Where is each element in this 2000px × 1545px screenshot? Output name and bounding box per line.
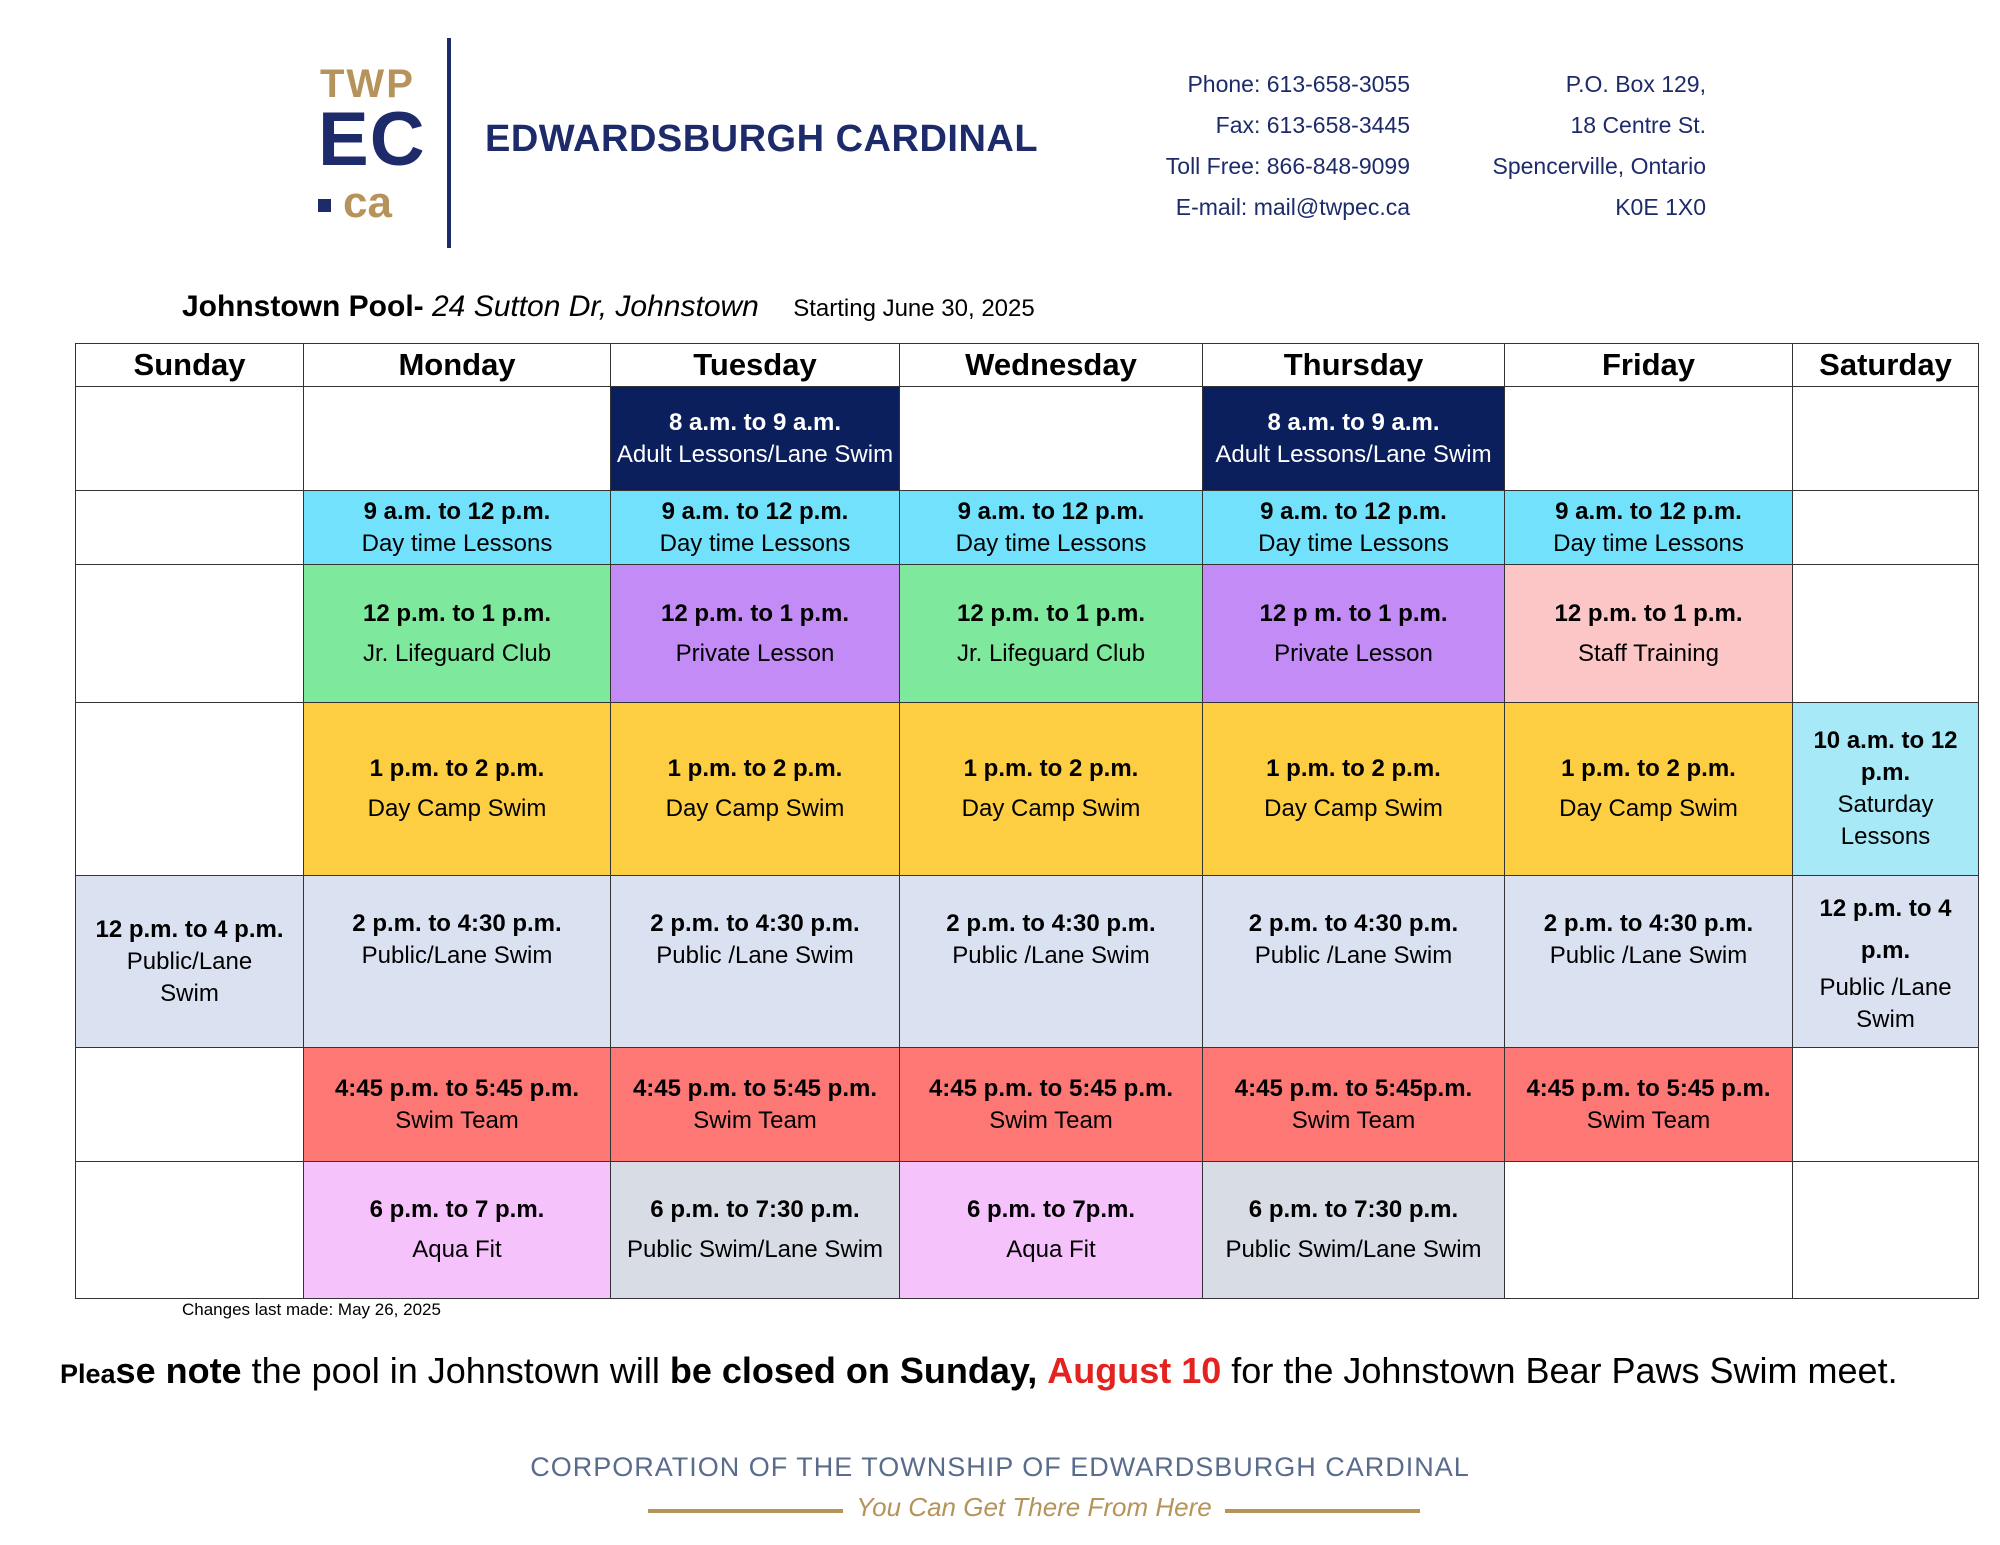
slot-time: 6 p.m. to 7:30 p.m. [650,1196,860,1223]
slot-time: 2 p.m. to 4:30 p.m. [1248,910,1459,937]
schedule-row [76,1162,1979,1299]
schedule-slot [1505,703,1793,876]
empty-slot [76,1048,304,1162]
slot-activity: Day time Lessons [659,529,851,557]
empty-slot [76,565,304,703]
schedule-slot [1203,1162,1505,1299]
slot-activity: Day time Lessons [1258,529,1449,557]
contact-block [1166,64,1410,228]
address-line: K0E 1X0 [1615,194,1706,220]
brand-name: EDWARDSBURGH CARDINAL [485,118,1039,160]
schedule-slot [900,1162,1203,1299]
schedule-slot [76,876,304,1048]
schedule-slot [1505,876,1793,1048]
contact-email[interactable]: E-mail: mail@twpec.ca [1175,194,1410,220]
schedule-slot [1793,876,1979,1048]
address-line: Spencerville, Ontario [1492,153,1706,179]
empty-slot [76,703,304,876]
slot-activity: Public /Lane Swim [656,942,854,969]
slot-time: 6 p.m. to 7 p.m. [369,1196,545,1223]
slot-time: 1 p.m. to 2 p.m. [1561,755,1736,782]
schedule-slot [1203,703,1505,876]
slot-time: 1 p.m. to 2 p.m. [369,755,545,782]
day-header: Monday [304,344,611,387]
schedule-slot [900,703,1203,876]
empty-slot [1793,1048,1979,1162]
slot-activity: Public /Lane Swim [1254,942,1453,969]
schedule-slot [304,876,611,1048]
slot-time: 2 p.m. to 4:30 p.m. [352,910,562,937]
slot-activity: Public/Lane Swim [361,942,553,969]
empty-slot [1793,387,1979,491]
slot-activity: Day time Lessons [361,529,553,557]
slot-time: 2 p.m. to 4:30 p.m. [946,910,1156,937]
schedule-slot [1203,387,1505,491]
slot-activity: Day Camp Swim [961,795,1141,822]
schedule-slot [304,703,611,876]
closure-notice: Please note the pool in Johnstown will be closed on Sunday, August 10 for the Johnstown Bear Paws Swim meet. [60,1350,1898,1391]
slot-activity: Swim Team [1291,1106,1416,1134]
slot-time: 4:45 p.m. to 5:45 p.m. [928,1074,1174,1102]
schedule-slot [1203,1048,1505,1162]
day-header: Friday [1505,344,1793,387]
schedule-slot [900,491,1203,565]
schedule-slot [611,1048,900,1162]
slot-time: 12 p.m. to 1 p.m. [1554,599,1743,627]
slot-activity: Jr. Lifeguard Club [956,639,1146,667]
schedule-slot [1505,491,1793,565]
slot-activity: Public /Lane Swim [1819,973,1952,1033]
footer-corporation: CORPORATION OF THE TOWNSHIP OF EDWARDSBURGH CARDINAL [530,1452,1470,1482]
slot-activity: Public Swim/Lane Swim [626,1236,884,1263]
slot-activity: Day Camp Swim [367,795,547,822]
slot-time: 12 p.m. to 4 p.m. [95,915,284,943]
slot-time: 12 p m. to 1 p.m. [1259,599,1448,627]
empty-slot [1793,565,1979,703]
slot-activity: Private Lesson [675,639,835,667]
contact-fax: Fax: 613-658-3445 [1215,112,1410,138]
tagline-rule [1225,1509,1420,1513]
slot-time: 9 a.m. to 12 p.m. [957,497,1145,525]
schedule-slot [900,565,1203,703]
day-header: Sunday [76,344,304,387]
day-header: Wednesday [900,344,1203,387]
pool-address: 24 Sutton Dr, Johnstown [431,290,759,323]
schedule-slot [611,703,900,876]
empty-slot [1505,387,1793,491]
slot-time: 4:45 p.m. to 5:45 p.m. [334,1074,580,1102]
schedule-row [76,387,1979,491]
slot-time: 8 a.m. to 9 a.m. [1267,408,1440,436]
schedule-row [76,491,1979,565]
slot-time: 2 p.m. to 4:30 p.m. [650,910,860,937]
slot-activity: Swim Team [693,1106,817,1134]
slot-time: 10 a.m. to 12 p.m. [1813,727,1958,786]
slot-time: 12 p.m. to 1 p.m. [660,599,850,627]
slot-activity: Aqua Fit [1006,1236,1096,1263]
start-date: Starting June 30, 2025 [793,295,1035,322]
schedule-slot [611,1162,900,1299]
slot-time: 9 a.m. to 12 p.m. [661,497,849,525]
day-header-row [76,344,1979,387]
address-line: P.O. Box 129, [1565,71,1706,97]
empty-slot [76,387,304,491]
schedule-slot [900,1048,1203,1162]
slot-time: 4:45 p.m. to 5:45 p.m. [632,1074,878,1102]
schedule-slot [304,1048,611,1162]
contact-toll-free: Toll Free: 866-848-9099 [1165,153,1410,179]
schedule-slot [304,565,611,703]
day-header: Saturday [1793,344,1979,387]
logo-dot [318,199,331,212]
slot-time: 9 a.m. to 12 p.m. [1555,497,1742,525]
page-title [182,290,1035,324]
logo-ca-text: ca [318,178,392,228]
empty-slot [900,387,1203,491]
schedule-slot [611,876,900,1048]
slot-activity: Aqua Fit [412,1236,502,1263]
empty-slot [76,1162,304,1299]
logo-twp-text: TWP [320,62,415,106]
schedule-slot [611,565,900,703]
empty-slot [1793,491,1979,565]
slot-activity: Adult Lessons/Lane Swim [616,440,894,468]
logo-ec-text: EC [318,97,426,182]
slot-activity: Public Swim/Lane Swim [1225,1236,1482,1263]
schedule-slot [1505,565,1793,703]
slot-time: 1 p.m. to 2 p.m. [667,755,843,782]
schedule-row [76,565,1979,703]
schedule-slot [611,491,900,565]
slot-time: 9 a.m. to 12 p.m. [363,497,551,525]
slot-time: 9 a.m. to 12 p.m. [1260,497,1447,525]
slot-time: 12 p.m. to 1 p.m. [362,599,552,627]
slot-activity: Public /Lane Swim [1549,942,1748,969]
day-header: Thursday [1203,344,1505,387]
slot-time: 4:45 p.m. to 5:45 p.m. [1526,1074,1771,1102]
slot-activity: Private Lesson [1274,639,1433,667]
slot-time: 2 p.m. to 4:30 p.m. [1543,910,1754,937]
closure-date: August 10 [1047,1350,1222,1391]
slot-time: 6 p.m. to 7:30 p.m. [1248,1196,1459,1223]
township-logo [318,62,426,227]
schedule-slot [611,387,900,491]
address-line: 18 Centre St. [1570,112,1706,138]
schedule-table [75,343,1979,1299]
contact-phone: Phone: 613-658-3055 [1187,71,1410,97]
empty-slot [76,491,304,565]
slot-activity: Day time Lessons [1553,529,1744,557]
schedule-row [76,1048,1979,1162]
slot-activity: Saturday Lessons [1837,791,1934,850]
slot-activity: Swim Team [1586,1106,1711,1134]
slot-time: 4:45 p.m. to 5:45p.m. [1234,1074,1473,1102]
schedule-slot [1203,876,1505,1048]
logo-divider [447,38,451,248]
schedule-slot [1793,703,1979,876]
address-block [1493,64,1707,228]
schedule-slot [1203,491,1505,565]
day-header: Tuesday [611,344,900,387]
slot-activity: Staff Training [1578,639,1719,667]
slot-activity: Jr. Lifeguard Club [362,639,552,667]
slot-time: 1 p.m. to 2 p.m. [963,755,1139,782]
slot-time: 8 a.m. to 9 a.m. [668,408,842,436]
pool-name: Johnstown Pool- [182,290,424,323]
slot-activity: Day time Lessons [955,529,1147,557]
schedule-slot [304,491,611,565]
slot-activity: Swim Team [989,1106,1113,1134]
slot-time: 1 p.m. to 2 p.m. [1266,755,1441,782]
empty-slot [304,387,611,491]
slot-time: 12 p.m. to 1 p.m. [956,599,1146,627]
slot-activity: Adult Lessons/Lane Swim [1215,440,1492,468]
slot-time: 6 p.m. to 7p.m. [966,1196,1136,1223]
slot-activity: Swim Team [395,1106,519,1134]
slot-activity: Day Camp Swim [665,795,845,822]
changes-last-made: Changes last made: May 26, 2025 [182,1300,441,1319]
footer-tagline [648,1492,1420,1526]
slot-activity: Public /Lane Swim [952,942,1150,969]
schedule-slot [304,1162,611,1299]
schedule-row [76,876,1979,1048]
schedule-slot [900,876,1203,1048]
slot-time: 12 p.m. to 4 p.m. [1819,894,1952,964]
schedule-slot [1505,1048,1793,1162]
tagline-text: You Can Get There From Here [856,1492,1212,1522]
slot-activity: Day Camp Swim [1559,795,1738,822]
empty-slot [1505,1162,1793,1299]
schedule-slot [1203,565,1505,703]
empty-slot [1793,1162,1979,1299]
slot-activity: Public/Lane Swim [126,947,253,1007]
slot-activity: Day Camp Swim [1264,795,1443,822]
schedule-row [76,703,1979,876]
